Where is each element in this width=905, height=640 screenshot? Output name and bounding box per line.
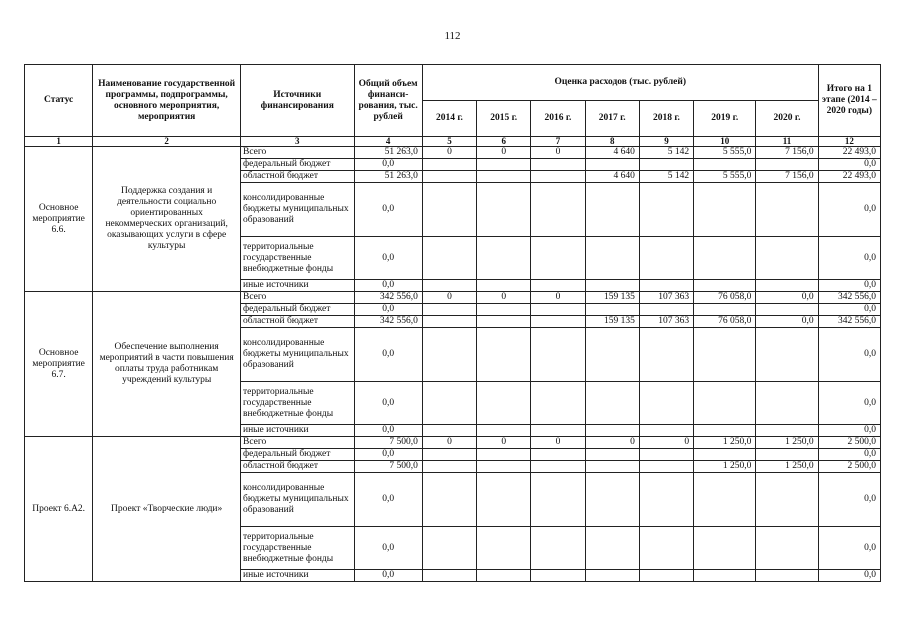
cell-year-value [477, 473, 531, 527]
cell-year-value [639, 304, 693, 316]
cell-year-value [477, 461, 531, 473]
cell-year-value [639, 382, 693, 425]
cell-total: 0,0 [354, 159, 422, 171]
row-status: Основное мероприятие 6.6. [25, 147, 93, 292]
cell-year-value [585, 237, 639, 280]
cell-year-value [531, 183, 585, 237]
cell-year-value [422, 237, 476, 280]
row-status: Проект 6.А2. [25, 437, 93, 582]
cell-total: 0,0 [354, 237, 422, 280]
cell-year-value [639, 449, 693, 461]
cell-year-value [422, 382, 476, 425]
cell-year-value [639, 159, 693, 171]
cell-itogo: 0,0 [818, 159, 880, 171]
row-activity-name: Поддержка создания и деятельности социально ориентированных некоммерческих организаций, оказывающих услуги в сфере культуры [93, 147, 241, 292]
column-number: 1 [25, 137, 93, 147]
cell-year-value [422, 425, 476, 437]
cell-year-value: 0 [531, 437, 585, 449]
cell-year-value: 0 [422, 292, 476, 304]
cell-year-value [756, 570, 818, 582]
cell-year-value: 1 250,0 [694, 461, 756, 473]
cell-year-value [756, 304, 818, 316]
cell-year-value [694, 570, 756, 582]
cell-year-value: 5 555,0 [694, 147, 756, 159]
cell-year-value: 7 156,0 [756, 147, 818, 159]
cell-year-value [531, 304, 585, 316]
cell-year-value [477, 425, 531, 437]
table-row [25, 147, 881, 159]
cell-itogo: 342 556,0 [818, 316, 880, 328]
cell-year-value [694, 425, 756, 437]
cell-total: 0,0 [354, 328, 422, 382]
cell-source: консолидированные бюджеты муниципальных образований [240, 328, 354, 382]
cell-itogo: 22 493,0 [818, 147, 880, 159]
cell-year-value [694, 304, 756, 316]
cell-year-value: 1 250,0 [694, 437, 756, 449]
cell-source: иные источники [240, 570, 354, 582]
cell-source: территориальные государственные внебюджетные фонды [240, 527, 354, 570]
cell-total: 342 556,0 [354, 292, 422, 304]
cell-year-value [756, 328, 818, 382]
cell-year-value [694, 527, 756, 570]
cell-total: 51 263,0 [354, 147, 422, 159]
cell-year-value [639, 461, 693, 473]
cell-year-value [477, 304, 531, 316]
cell-total: 342 556,0 [354, 316, 422, 328]
header-year: 2020 г. [756, 101, 818, 137]
cell-year-value: 107 363 [639, 292, 693, 304]
cell-source: федеральный бюджет [240, 159, 354, 171]
column-number: 6 [477, 137, 531, 147]
cell-year-value [531, 449, 585, 461]
cell-total: 0,0 [354, 425, 422, 437]
cell-year-value [531, 237, 585, 280]
cell-year-value [531, 473, 585, 527]
cell-total: 7 500,0 [354, 461, 422, 473]
column-number: 3 [240, 137, 354, 147]
cell-year-value [756, 280, 818, 292]
cell-year-value: 107 363 [639, 316, 693, 328]
cell-total: 7 500,0 [354, 437, 422, 449]
cell-source: федеральный бюджет [240, 304, 354, 316]
cell-year-value [422, 461, 476, 473]
cell-year-value [422, 449, 476, 461]
cell-year-value [531, 570, 585, 582]
cell-year-value [422, 527, 476, 570]
cell-year-value: 159 135 [585, 292, 639, 304]
cell-year-value [694, 328, 756, 382]
cell-source: Всего [240, 292, 354, 304]
cell-year-value [756, 237, 818, 280]
cell-year-value [639, 328, 693, 382]
column-number: 11 [756, 137, 818, 147]
cell-year-value [639, 527, 693, 570]
budget-table [24, 64, 881, 582]
cell-total: 0,0 [354, 527, 422, 570]
cell-year-value [585, 473, 639, 527]
cell-year-value [422, 183, 476, 237]
cell-year-value [422, 159, 476, 171]
cell-itogo: 0,0 [818, 304, 880, 316]
cell-year-value: 5 142 [639, 171, 693, 183]
cell-year-value [694, 382, 756, 425]
cell-year-value [756, 527, 818, 570]
header-name: Наименование государственной программы, подпрограммы, основного мероприятия, мероприятия [93, 65, 241, 137]
cell-year-value [694, 449, 756, 461]
cell-itogo: 0,0 [818, 280, 880, 292]
cell-year-value: 7 156,0 [756, 171, 818, 183]
cell-itogo: 0,0 [818, 473, 880, 527]
cell-source: федеральный бюджет [240, 449, 354, 461]
cell-year-value [585, 280, 639, 292]
header-itogo: Итого на 1 этапе (2014 – 2020 годы) [818, 65, 880, 137]
column-number: 7 [531, 137, 585, 147]
cell-year-value [477, 570, 531, 582]
cell-year-value: 0 [531, 292, 585, 304]
cell-itogo: 0,0 [818, 328, 880, 382]
cell-year-value [639, 473, 693, 527]
cell-year-value [694, 183, 756, 237]
cell-source: областной бюджет [240, 171, 354, 183]
cell-source: областной бюджет [240, 461, 354, 473]
row-status: Основное мероприятие 6.7. [25, 292, 93, 437]
cell-year-value: 0 [422, 437, 476, 449]
cell-year-value: 0 [585, 437, 639, 449]
cell-year-value [639, 183, 693, 237]
cell-itogo: 0,0 [818, 527, 880, 570]
cell-year-value [531, 527, 585, 570]
cell-source: Всего [240, 147, 354, 159]
cell-year-value: 4 640 [585, 147, 639, 159]
cell-itogo: 0,0 [818, 183, 880, 237]
row-activity-name: Проект «Творческие люди» [93, 437, 241, 582]
cell-year-value [477, 316, 531, 328]
cell-year-value [531, 171, 585, 183]
cell-year-value: 159 135 [585, 316, 639, 328]
cell-year-value [531, 425, 585, 437]
cell-year-value [694, 237, 756, 280]
cell-year-value: 5 555,0 [694, 171, 756, 183]
cell-year-value: 5 142 [639, 147, 693, 159]
cell-total: 0,0 [354, 382, 422, 425]
cell-year-value [585, 183, 639, 237]
cell-source: областной бюджет [240, 316, 354, 328]
cell-year-value [422, 316, 476, 328]
cell-year-value [422, 570, 476, 582]
cell-year-value: 1 250,0 [756, 461, 818, 473]
cell-year-value [531, 328, 585, 382]
header-year: 2017 г. [585, 101, 639, 137]
cell-year-value [477, 449, 531, 461]
cell-year-value [477, 171, 531, 183]
cell-year-value [531, 280, 585, 292]
cell-year-value [422, 280, 476, 292]
cell-year-value [756, 159, 818, 171]
header-sources: Источники финансирования [240, 65, 354, 137]
cell-year-value: 0 [477, 437, 531, 449]
header-estimate: Оценка расходов (тыс. рублей) [422, 65, 818, 101]
cell-total: 0,0 [354, 473, 422, 527]
cell-year-value: 0 [531, 147, 585, 159]
cell-year-value: 4 640 [585, 171, 639, 183]
cell-year-value: 0 [477, 292, 531, 304]
page-number: 112 [444, 30, 461, 42]
cell-year-value [477, 237, 531, 280]
cell-year-value [477, 328, 531, 382]
column-number: 12 [818, 137, 880, 147]
cell-year-value [585, 527, 639, 570]
cell-total: 0,0 [354, 183, 422, 237]
cell-itogo: 0,0 [818, 570, 880, 582]
cell-year-value [639, 237, 693, 280]
cell-total: 51 263,0 [354, 171, 422, 183]
cell-year-value: 0,0 [756, 316, 818, 328]
table-header [25, 65, 881, 147]
cell-itogo: 22 493,0 [818, 171, 880, 183]
cell-year-value [756, 449, 818, 461]
cell-year-value [639, 280, 693, 292]
column-number-row [25, 137, 881, 147]
table-row [25, 292, 881, 304]
cell-source: консолидированные бюджеты муниципальных образований [240, 183, 354, 237]
cell-itogo: 0,0 [818, 382, 880, 425]
cell-year-value [756, 382, 818, 425]
cell-year-value [422, 328, 476, 382]
cell-year-value [756, 425, 818, 437]
cell-year-value [585, 570, 639, 582]
cell-year-value: 76 058,0 [694, 316, 756, 328]
cell-total: 0,0 [354, 570, 422, 582]
cell-year-value [531, 461, 585, 473]
cell-source: иные источники [240, 280, 354, 292]
table-row [25, 437, 881, 449]
cell-itogo: 0,0 [818, 425, 880, 437]
cell-total: 0,0 [354, 304, 422, 316]
cell-source: консолидированные бюджеты муниципальных образований [240, 473, 354, 527]
cell-year-value: 0 [477, 147, 531, 159]
cell-year-value [639, 425, 693, 437]
column-number: 9 [639, 137, 693, 147]
column-number: 2 [93, 137, 241, 147]
cell-total: 0,0 [354, 280, 422, 292]
cell-year-value: 0 [422, 147, 476, 159]
cell-year-value [694, 159, 756, 171]
cell-year-value [694, 280, 756, 292]
cell-source: территориальные государственные внебюджетные фонды [240, 237, 354, 280]
column-number: 5 [422, 137, 476, 147]
column-number: 8 [585, 137, 639, 147]
cell-itogo: 0,0 [818, 449, 880, 461]
header-year: 2018 г. [639, 101, 693, 137]
header-year: 2014 г. [422, 101, 476, 137]
cell-year-value [531, 159, 585, 171]
cell-itogo: 2 500,0 [818, 461, 880, 473]
cell-year-value [585, 382, 639, 425]
cell-itogo: 0,0 [818, 237, 880, 280]
cell-year-value [585, 425, 639, 437]
cell-year-value: 0,0 [756, 292, 818, 304]
cell-year-value [477, 382, 531, 425]
cell-year-value [585, 449, 639, 461]
cell-itogo: 342 556,0 [818, 292, 880, 304]
cell-total: 0,0 [354, 449, 422, 461]
header-year: 2016 г. [531, 101, 585, 137]
cell-year-value: 0 [639, 437, 693, 449]
table-body [25, 147, 881, 582]
header-year: 2019 г. [694, 101, 756, 137]
header-status: Статус [25, 65, 93, 137]
cell-source: иные источники [240, 425, 354, 437]
cell-year-value [694, 473, 756, 527]
cell-year-value: 1 250,0 [756, 437, 818, 449]
column-number: 4 [354, 137, 422, 147]
cell-source: Всего [240, 437, 354, 449]
cell-year-value [585, 461, 639, 473]
cell-year-value [477, 280, 531, 292]
cell-year-value [585, 159, 639, 171]
cell-year-value: 76 058,0 [694, 292, 756, 304]
cell-year-value [477, 159, 531, 171]
cell-year-value [477, 527, 531, 570]
cell-year-value [585, 328, 639, 382]
header-year: 2015 г. [477, 101, 531, 137]
cell-year-value [531, 316, 585, 328]
column-number: 10 [694, 137, 756, 147]
cell-year-value [585, 304, 639, 316]
cell-year-value [477, 183, 531, 237]
cell-year-value [639, 570, 693, 582]
cell-year-value [756, 473, 818, 527]
cell-year-value [756, 183, 818, 237]
cell-itogo: 2 500,0 [818, 437, 880, 449]
cell-source: территориальные государственные внебюджетные фонды [240, 382, 354, 425]
header-total: Общий объем финанси-рования, тыс. рублей [354, 65, 422, 137]
cell-year-value [422, 171, 476, 183]
cell-year-value [422, 304, 476, 316]
cell-year-value [531, 382, 585, 425]
row-activity-name: Обеспечение выполнения мероприятий в части повышения оплаты труда работникам учреждений культуры [93, 292, 241, 437]
cell-year-value [422, 473, 476, 527]
